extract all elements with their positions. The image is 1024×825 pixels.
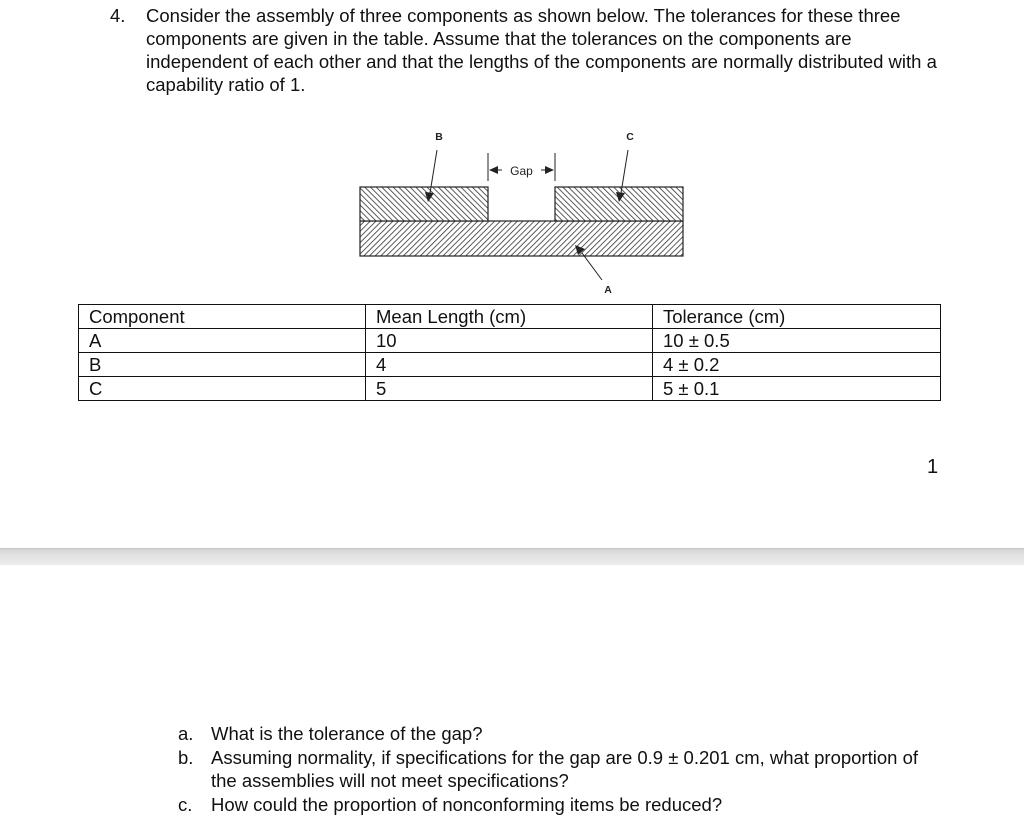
table-header-cell: Tolerance (cm) [653, 305, 941, 329]
table-cell: B [79, 353, 366, 377]
page-number: 1 [927, 456, 939, 478]
component-c-block [555, 187, 683, 221]
sub-question-a [178, 722, 938, 746]
sub-question-marker: c. [178, 793, 193, 815]
assembly-diagram [350, 122, 695, 300]
table-header-row [79, 305, 941, 329]
table-row [79, 353, 941, 377]
gap-dimension [488, 153, 555, 181]
component-a-base [360, 221, 683, 256]
table-cell: 4 ± 0.2 [653, 353, 941, 377]
table-header-cell: Mean Length (cm) [366, 305, 653, 329]
component-b-block [360, 187, 488, 221]
sub-question-marker: b. [178, 746, 194, 768]
label-c: C [626, 131, 634, 143]
question-4 [110, 4, 950, 96]
label-b: B [435, 131, 443, 143]
table-cell: A [79, 329, 366, 353]
sub-question-text: What is the tolerance of the gap? [211, 723, 483, 744]
sub-question-text: Assuming normality, if specifications for the gap are 0.9 ± 0.201 cm, what proportion of the assemblies will not meet specifications? [211, 746, 918, 791]
sub-question-text: How could the proportion of nonconforming items be reduced? [211, 793, 723, 815]
tolerance-table [78, 304, 941, 401]
table-row [79, 377, 941, 401]
label-a: A [604, 284, 612, 296]
sub-question-b [178, 746, 938, 793]
table-cell: 5 ± 0.1 [653, 377, 941, 401]
sub-question-c [178, 793, 938, 817]
question-number: 4. [110, 5, 126, 26]
table-row [79, 329, 941, 353]
question-text: Consider the assembly of three components as shown below. The tolerances for these three components are given in the table. Assume that the tolerances on the components are independent of each other and that the lengths of the components are normally distributed with a capability ratio of 1. [146, 5, 937, 95]
sub-question-list [178, 722, 938, 816]
sub-question-marker: a. [178, 723, 194, 744]
table-cell: C [79, 377, 366, 401]
page-break-divider [0, 548, 1024, 565]
table-cell: 10 [366, 329, 653, 353]
table-header-cell: Component [79, 305, 366, 329]
table-cell: 4 [366, 353, 653, 377]
table-cell: 5 [366, 377, 653, 401]
gap-label: Gap [510, 164, 533, 178]
table-cell: 10 ± 0.5 [653, 329, 941, 353]
